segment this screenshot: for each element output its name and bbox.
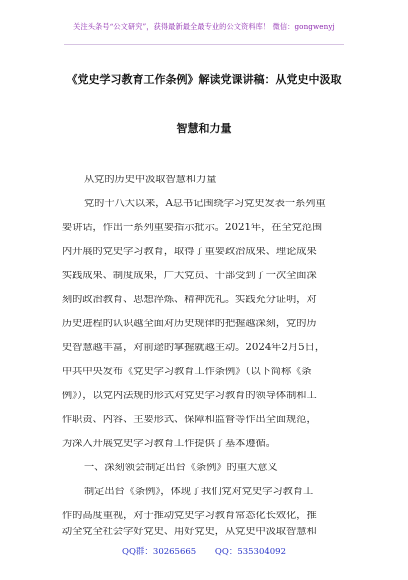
body-line: 历史进程的认识越全面对历史规律的把握越深刻，党的历 — [62, 319, 317, 329]
body-line: 作的高度重视，对于推动党史学习教育常态化长效化，推 — [62, 511, 317, 521]
body-line: 史智慧越丰富，对前途的掌握就越主动。2024年2月5日， — [62, 343, 326, 353]
header-banner: 关注头条号“公文研究”，获得最新最全最专业的公文资料库！ 微信：gongwenyj — [73, 22, 335, 31]
document-title: 《党史学习教育工作条例》解读党课讲稿：从党史中汲取 — [66, 73, 342, 86]
body-line: 为深入开展党史学习教育工作提供了基本遵循。 — [62, 439, 276, 449]
footer-contacts — [0, 545, 408, 557]
body-line: 要讲话，作出一系列重要指示批示。2021年，在全党范围 — [62, 223, 323, 233]
body-line: 例》），以党内法规的形式对党史学习教育的领导体制和工 — [62, 391, 317, 401]
qq-group-text: QQ群：30265665 — [121, 547, 197, 557]
body-line: 制定出台《条例》，体现了我们党对党史学习教育工 — [84, 487, 314, 497]
body-line: 实践成果、制度成果，广大党员、干部受到了一次全面深 — [62, 271, 317, 281]
body-line: 中共中央发布《党史学习教育工作条例》（以下简称《条 — [62, 367, 312, 377]
document-title-continued: 智慧和力量 — [176, 122, 232, 135]
body-line: 内开展的党史学习教育，取得了重要政治成果、理论成果 — [62, 247, 317, 257]
body-line: 刻的政治教育、思想淬炼、精神洗礼。实践充分证明，对 — [62, 295, 317, 305]
qq-contact-text: QQ：535304092 — [214, 547, 286, 557]
body-line: 作职责、内容、主要形式、保障和监督等作出全面规范， — [62, 415, 317, 425]
body-line: 动全党全社会学好党史、用好党史，从党史中汲取智慧和 — [62, 527, 317, 537]
body-line: 党的十八大以来，A总书记围绕学习党史发表一系列重 — [84, 199, 326, 209]
header-divider — [64, 44, 344, 45]
section-heading: 一、深刻领会制定出台《条例》的重大意义 — [84, 463, 278, 473]
subheading: 从党的历史中汲取智慧和力量 — [84, 175, 217, 185]
